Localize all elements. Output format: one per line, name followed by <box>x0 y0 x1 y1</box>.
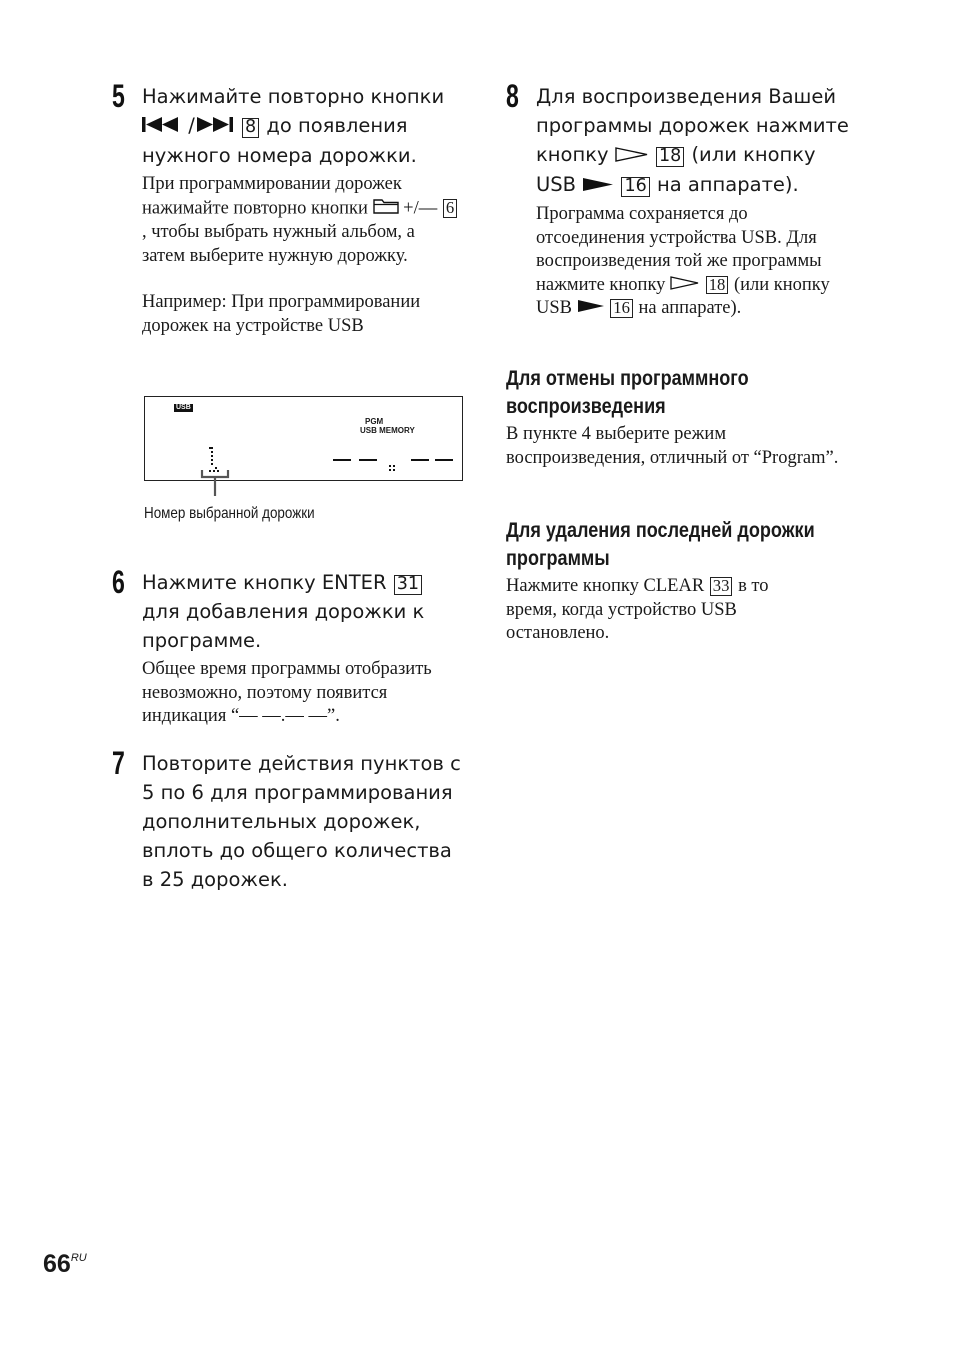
usb-memory-indicator: USB MEMORY <box>360 426 415 435</box>
body-text: +/— <box>403 198 438 218</box>
body-text: При программировании дорожек нажимайте повторно кнопки <box>142 174 402 218</box>
play-outline-icon <box>615 141 649 170</box>
step-7 <box>112 745 462 894</box>
step-body <box>142 658 462 729</box>
button-ref: 18 <box>656 147 684 167</box>
body-text: в то время, когда устройство USB остановлено. <box>506 576 769 643</box>
step-title-text: Нажимайте повторно кнопки <box>142 85 445 108</box>
body-text: Программа сохраняется до отсоединения устройства USB. Для воспроизведения той же программы нажмите кнопку <box>536 204 822 295</box>
step-8 <box>506 78 856 321</box>
section-heading-delete: Для удаления последней дорожки программы <box>506 518 815 570</box>
button-ref: 31 <box>394 575 422 595</box>
play-outline-icon <box>670 274 700 298</box>
body-text: , чтобы выбрать нужный альбом, а затем выберите нужную дорожку. <box>142 222 415 266</box>
step-title: Нажимайте повторно кнопки / 8 до появления нужного номера дорожки. <box>142 85 445 167</box>
button-ref: 18 <box>706 276 729 295</box>
step-title <box>142 568 462 655</box>
folder-icon <box>373 197 399 222</box>
step-5 <box>112 78 462 338</box>
step-title-text: для добавления дорожки к программе. <box>142 600 425 652</box>
section-body-cancel: В пункте 4 выберите режим воспроизведения, отличный от “Program”. <box>506 424 839 468</box>
step-number: 5 <box>112 78 125 114</box>
page-number-value: 66 <box>43 1250 71 1278</box>
body-text: Нажмите кнопку CLEAR <box>506 576 705 596</box>
body-text: на аппарате). <box>638 298 742 318</box>
step-title-text: Для воспроизведения Вашей программы дорожек нажмите кнопку <box>536 85 849 166</box>
play-icon <box>582 171 614 200</box>
step-title-text: (или кнопку USB <box>536 143 816 196</box>
step-title <box>536 82 856 200</box>
button-ref: 8 <box>242 118 259 138</box>
button-ref: 16 <box>621 177 649 197</box>
play-icon <box>577 297 605 321</box>
button-ref: 16 <box>610 299 633 318</box>
button-ref: 33 <box>710 577 733 596</box>
step-number: 6 <box>112 564 125 600</box>
display-caption: Номер выбранной дорожки <box>144 505 315 522</box>
step-title-text: на аппарате). <box>656 173 799 196</box>
step-title-text: до появления нужного номера дорожки. <box>142 114 417 167</box>
segment-readout <box>145 397 462 480</box>
usb-label: USB <box>176 404 191 411</box>
pointer-bracket <box>196 468 236 498</box>
page-lang: RU <box>70 1252 87 1264</box>
display-illustration <box>144 396 463 481</box>
pgm-indicator: PGM <box>365 417 384 426</box>
step-number: 8 <box>506 78 519 114</box>
next-track-icon <box>195 112 235 141</box>
example-text: Например: При программировании дорожек на устройстве USB <box>142 292 421 336</box>
section-body-delete <box>506 575 806 646</box>
section-heading-cancel: Для отмены программного воспроизведения <box>506 366 749 418</box>
step-body <box>536 203 856 321</box>
step-6 <box>112 564 462 729</box>
step-number: 7 <box>112 745 125 781</box>
page-number <box>43 1250 87 1279</box>
button-ref: 6 <box>443 199 457 218</box>
step-title: Повторите действия пунктов с 5 по 6 для программирования дополнительных дорожек, вплоть до общего количества в 25 дорожек. <box>142 752 461 891</box>
body-text: (или кнопку USB <box>536 274 830 318</box>
prev-track-icon <box>142 112 182 141</box>
body-text: Общее время программы отобразить невозможно, поэтому появится индикация “— —.— —”. <box>142 659 432 726</box>
step-title-text: Нажмите кнопку ENTER <box>142 571 387 594</box>
step-body <box>142 173 462 338</box>
